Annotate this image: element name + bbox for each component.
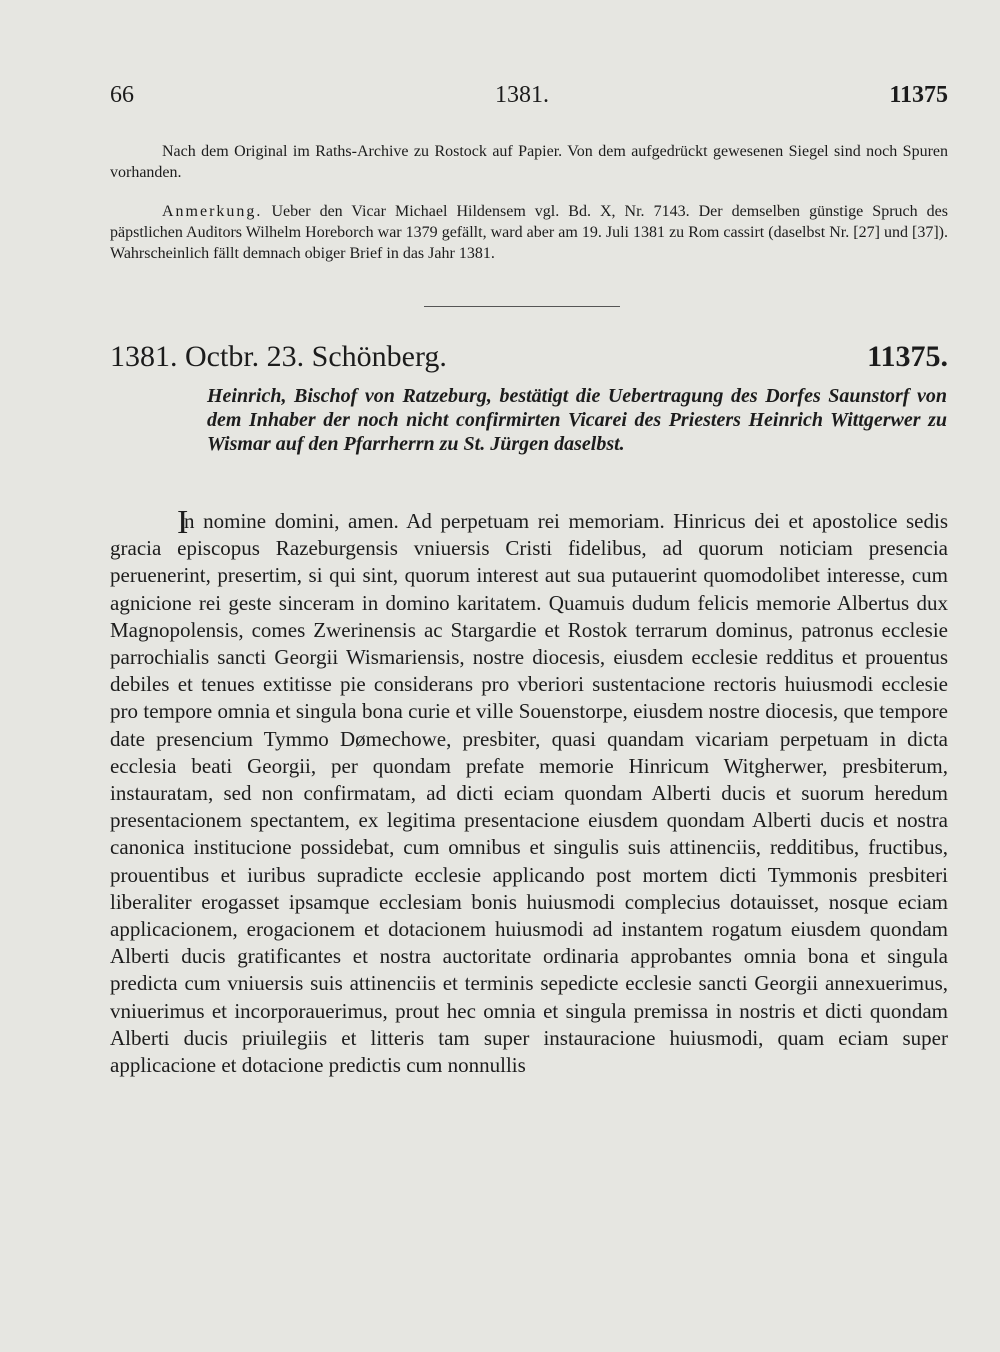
annotation-label: Anmerkung.: [162, 203, 263, 220]
document-number: 11375.: [867, 340, 948, 373]
annotation-text: Ueber den Vicar Michael Hildensem vgl. Bd. X, Nr. 7143. Der demselben günstige Spruch des päpstlichen Auditors Wilhelm Horeborch war 1379 gefällt, ward aber am 19. Juli 1381 zu Rom cassirt (daselbst Nr. [27] und [37]). Wahrscheinlich fällt demnach obiger Brief in das Jahr 1381.: [110, 203, 948, 262]
source-note: Nach dem Original im Raths-Archive zu Rostock auf Papier. Von dem aufgedrückt gewesenen Siegel sind noch Spuren vorhanden.: [110, 143, 948, 181]
running-document-number: 11375: [889, 82, 948, 108]
running-year: 1381.: [495, 82, 549, 108]
body-initial: I: [177, 504, 189, 541]
annotation: [110, 201, 948, 264]
page-header: [110, 82, 948, 122]
page-number: 66: [110, 82, 134, 108]
charter-text: n nomine domini, amen. Ad perpetuam rei memoriam. Hinricus dei et apostolice sedis gracia episcopus Razeburgensis vniuersis Cristi fidelibus, ad quorum noticiam presencia peruenerint, presertim, si qui sint, quorum interest aut sua putauerint quomodolibet interesse, cum agnicione rei geste sinceram in domino karitatem. Quamuis dudum felicis memorie Albertus dux Magnopolensis, comes Zwerinensis ac Stargardie et Rostok terrarum dominus, patronus ecclesie parrochialis sancti Georgii Wismariensis, nostre diocesis, eiusdem ecclesie redditus et prouentus debiles et tenues extitisse pie considerans pro vberiori sustentacione rectoris huiusmodi ecclesie pro tempore omnia et singula bona curie et ville Souenstorpe, eiusdem nostre diocesis, que tempore date presencium Tymmo Dømechowe, presbiter, quasi quandam vicariam perpetuam in dicta ecclesia beati Georgii, per quondam prefate memorie Hinricum Witgherwer, presbiterum, instauratam, sed non confirmatam, ad dicti eciam quondam Alberti ducis et suorum heredum presentacionem spectantem, ex legitima presentacione eiusdem quondam Alberti ducis et nostra canonica institucione possidebat, cum omnibus et singulis suis attinenciis, redditibus, fructibus, prouentibus et iuribus supradicte ecclesie applicando post mortem dicti Tymmonis presbiteri liberaliter erogasset ipsamque ecclesiam bonis huiusmodi complecius dotauisset, nosque eciam applicacionem, erogacionem et dotacionem huiusmodi ad instantem rogatum eiusdem quondam Alberti ducis gratificantes et nostra auctoritate ordinaria approbantes omnia bona et singula predicta cum vniuersis suis attinenciis et terminis sepedicte ecclesie sancti Georgii annexuerimus, vniuerimus et incorporauerimus, prout hec omnia et singula premissa in nostris et dicti quondam Alberti ducis priuilegiis et litteris tam super instauracione huiusmodi, quam eciam super applicacione et dotacione predictis cum nonnullis: [110, 509, 948, 1078]
section-divider: [424, 306, 620, 307]
regest-summary: Heinrich, Bischof von Ratzeburg, bestätigt die Uebertragung des Dorfes Saunstorf von dem Inhaber der noch nicht confirmirten Vicarei des Priesters Heinrich Wittgerwer zu Wismar auf den Pfarrherrn zu St. Jürgen daselbst.: [207, 385, 947, 455]
document-date-place: 1381. Octbr. 23. Schönberg.: [110, 340, 447, 373]
document-heading: [110, 340, 948, 380]
